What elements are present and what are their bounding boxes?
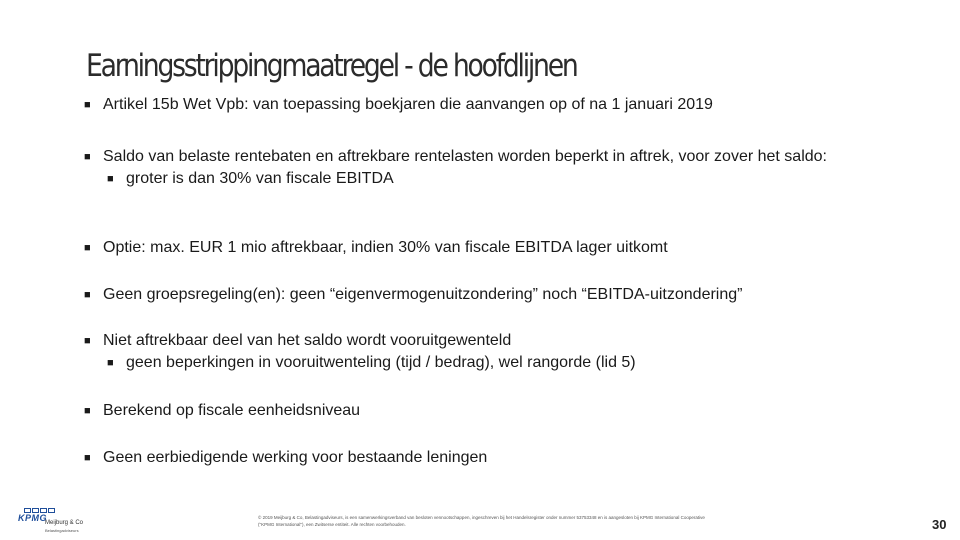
brand-name: Meijburg & Co bbox=[45, 520, 84, 526]
bullet-text: Berekend op fiscale eenheidsniveau bbox=[103, 402, 361, 419]
bullet-marker: ■ bbox=[84, 335, 91, 347]
bullet-text: Saldo van belaste rentebaten en aftrekbare rentelasten worden beperkt in aftrek, voor zover het saldo: bbox=[103, 148, 827, 165]
bullet-marker: ■ bbox=[84, 99, 91, 111]
bullet-item bbox=[84, 94, 884, 116]
bullet-text: Geen eerbiedigende werking voor bestaande leningen bbox=[103, 449, 488, 466]
bullet-text: Optie: max. EUR 1 mio aftrekbaar, indien 30% van fiscale EBITDA lager uitkomt bbox=[103, 239, 668, 256]
bullet-marker: ■ bbox=[84, 151, 91, 163]
slide-title: Earningsstrippingmaatregel - de hoofdlijnen bbox=[86, 48, 577, 84]
kpmg-logo-text: KPMG bbox=[18, 513, 47, 523]
bullet-marker: ■ bbox=[84, 289, 91, 301]
sub-bullet-item bbox=[107, 352, 884, 374]
bullet-item bbox=[84, 237, 884, 259]
copyright-text: © 2019 Meijburg & Co, Belastingadviseurs, is een samenwerkingsverband van besloten vennootschappen, ingeschreven bij het Handelsregister onder nummer 53753348 en is aangesloten bij KPMG International Cooperative ("KPMG International"), een Zwitserse entiteit. Alle rechten voorbehouden. bbox=[258, 515, 705, 527]
kpmg-meijburg-logo bbox=[18, 508, 98, 536]
brand-subtitle: Belastingadviseurs bbox=[45, 528, 79, 533]
bullet-marker: ■ bbox=[84, 242, 91, 254]
bullet-item bbox=[84, 400, 884, 422]
sub-bullet-item bbox=[107, 168, 884, 190]
sub-bullet-marker: ■ bbox=[107, 173, 114, 185]
sub-bullet-text: geen beperkingen in vooruitwenteling (tijd / bedrag), wel rangorde (lid 5) bbox=[126, 354, 636, 371]
bullet-text: Artikel 15b Wet Vpb: van toepassing boekjaren die aanvangen op of na 1 januari 2019 bbox=[103, 96, 713, 113]
bullet-item bbox=[84, 146, 884, 190]
bullet-item bbox=[84, 284, 884, 306]
bullet-item bbox=[84, 330, 884, 374]
bullet-text: Niet aftrekbaar deel van het saldo wordt vooruitgewenteld bbox=[103, 332, 512, 349]
bullet-item bbox=[84, 447, 884, 469]
bullet-text: Geen groepsregeling(en): geen “eigenvermogenuitzondering” noch “EBITDA-uitzondering” bbox=[103, 286, 743, 303]
sub-bullet-marker: ■ bbox=[107, 357, 114, 369]
page-number: 30 bbox=[932, 517, 947, 532]
sub-bullet-text: groter is dan 30% van fiscale EBITDA bbox=[126, 170, 394, 187]
bullet-marker: ■ bbox=[84, 452, 91, 464]
bullet-marker: ■ bbox=[84, 405, 91, 417]
